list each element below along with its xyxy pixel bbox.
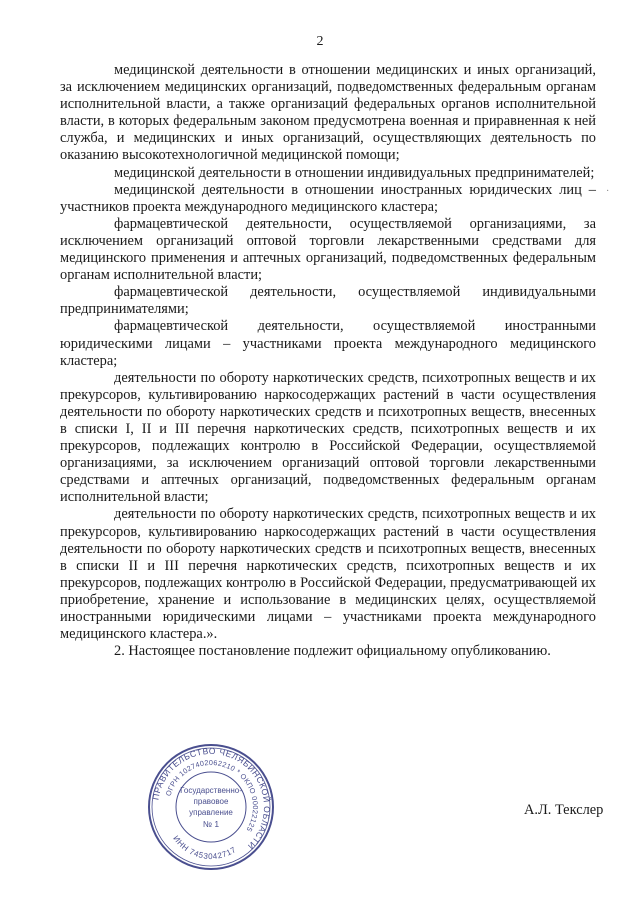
margin-dot: ·: [606, 186, 610, 197]
seal-outer-text: ПРАВИТЕЛЬСТВО ЧЕЛЯБИНСКОЙ ОБЛАСТИ: [150, 745, 273, 852]
paragraph-medical-foreign-entities: медицинской деятельности в отношении иностранных юридических лиц – участников проекта международного медицинского кластера;: [60, 181, 596, 215]
seal-center-line-3: управление: [189, 808, 233, 817]
seal-graphic: [146, 742, 276, 872]
seal-center-line-2: правовое: [193, 797, 229, 806]
seal-center-line-1: Государственно-: [180, 786, 242, 795]
page-number: 2: [316, 34, 324, 49]
seal-center-line-4: № 1: [202, 819, 220, 829]
seal-inner-text: ОГРН 1027402062210 * ОКПО 00022125: [163, 757, 261, 834]
signatory-name: А.Л. Текслер: [524, 802, 604, 818]
paragraph-publication: 2. Настоящее постановление подлежит официальному опубликованию.: [114, 643, 551, 660]
paragraph-medical-entrepreneurs: медицинской деятельности в отношении индивидуальных предпринимателей;: [114, 164, 595, 181]
seal-bottom-text: ИНН 7453042717: [171, 834, 238, 862]
official-seal: [146, 742, 276, 872]
paragraph-pharmaceutical-entrepreneurs: фармацевтической деятельности, осуществляемой индивидуальными предпринимателями;: [60, 284, 596, 318]
document-body: [60, 62, 596, 660]
paragraph-medical-organizations: медицинской деятельности в отношении медицинских и иных организаций, за исключением медицинских организаций, подведомственных федеральным органам исполнительной власти, а также организаций федеральных органов исполнительной власти, в которых федеральным законом предусмотрена военная и приравненная к ней служба, и медицинских и иных организаций, осуществляющих деятельность по оказанию высокотехнологичной медицинской помощи;: [60, 62, 596, 164]
paragraph-narcotics-organizations: деятельности по обороту наркотических средств, психотропных веществ и их прекурсоров, культивированию наркосодержащих растений в части осуществления деятельности по обороту наркотических средств и психотропных веществ, внесенных в списки I, II и III перечня наркотических средств, психотропных веществ и их прекурсоров, подлежащих контролю в Российской Федерации, осуществляемой организациями, за исключением организаций оптовой торговли лекарственными средствами и аптечных организаций, подведомственных федеральным органам исполнительной власти;: [60, 369, 596, 506]
paragraph-pharmaceutical-foreign-entities: фармацевтической деятельности, осуществляемой иностранными юридическими лицами – участниками проекта международного медицинского кластера;: [60, 318, 596, 369]
paragraph-narcotics-foreign-entities: деятельности по обороту наркотических средств, психотропных веществ и их прекурсоров, культивированию наркосодержащих растений в части осуществления деятельности по обороту наркотических средств и психотропных веществ, внесенных в списки II и III перечня наркотических средств, психотропных веществ и их прекурсоров, подлежащих контролю в Российской Федерации, предусматривающей их приобретение, хранение и использование в медицинских целях, осуществляемой иностранными юридическими лицами – участниками проекта международного медицинского кластера.».: [60, 506, 596, 643]
paragraph-pharmaceutical-organizations: фармацевтической деятельности, осуществляемой организациями, за исключением организаций оптовой торговли лекарственными средствами для медицинского применения и аптечных организаций, подведомственных федеральным органам исполнительной власти;: [60, 215, 596, 284]
